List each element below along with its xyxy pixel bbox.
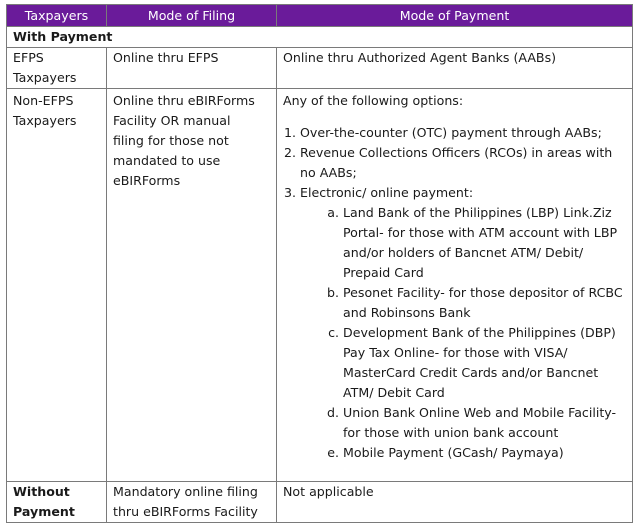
list-item [300,143,626,183]
filing-cell-efps: Online thru EFPS [107,48,277,89]
list-item [343,283,626,323]
electronic-option-text: Mobile Payment (GCash/ Paymaya) [343,445,564,460]
list-item [343,203,626,283]
payment-cell-without-payment: Not applicable [277,482,633,523]
list-item [343,323,626,403]
electronic-option-text: Land Bank of the Philippines (LBP) Link.Ziz Portal- for those with ATM account with LBP and/or holders of Bancnet ATM/ Debit/ Prepaid Card [343,205,618,280]
payment-options-list [283,123,626,463]
section-with-payment: With Payment [7,27,633,48]
filing-payment-table [6,4,633,523]
taxpayer-cell-non-efps [7,89,107,482]
payment-cell-non-efps [277,89,633,482]
taxpayer-cell-without-payment [7,482,107,523]
taxpayer-cell-efps [7,48,107,89]
option-text: Over-the-counter (OTC) payment through AABs; [300,125,602,140]
table-header [7,5,633,27]
payment-cell-efps: Online thru Authorized Agent Banks (AABs) [277,48,633,89]
option-text: Electronic/ online payment: [300,185,474,200]
header-mode-of-payment: Mode of Payment [277,5,633,27]
electronic-option-text: Union Bank Online Web and Mobile Facility- for those with union bank account [343,405,617,440]
header-mode-of-filing: Mode of Filing [107,5,277,27]
table-row-efps [7,48,633,89]
filing-cell-non-efps [107,89,277,482]
table-row-non-efps [7,89,633,482]
option-text: Revenue Collections Officers (RCOs) in areas with no AABs; [300,145,613,180]
list-item [343,443,626,463]
filing-line: mandated to use [113,153,221,168]
taxpayer-line: EFPS [13,50,44,65]
taxpayer-line: Non-EFPS [13,93,74,108]
payment-intro: Any of the following options: [283,93,464,108]
without-payment-line: Payment [13,504,75,519]
filing-line: eBIRForms [113,173,181,188]
filing-line: filing for those not [113,133,229,148]
header-taxpayers: Taxpayers [7,5,107,27]
table-row-without-payment [7,482,633,523]
list-item [300,123,626,143]
filing-cell-without-payment [107,482,277,523]
taxpayer-line: Taxpayers [13,113,77,128]
filing-line: thru eBIRForms Facility [113,504,258,519]
electronic-options-list [300,203,626,463]
without-payment-line: Without [13,484,70,499]
spacer [283,111,626,123]
electronic-option-text: Pesonet Facility- for those depositor of RCBC and Robinsons Bank [343,285,623,320]
filing-line: Facility OR manual [113,113,231,128]
list-item [300,183,626,463]
filing-line: Online thru eBIRForms [113,93,255,108]
taxpayer-line: Taxpayers [13,70,77,85]
list-item [343,403,626,443]
filing-line: Mandatory online filing [113,484,258,499]
electronic-option-text: Development Bank of the Philippines (DBP) Pay Tax Online- for those with VISA/ MasterCard Credit Cards and/or Bancnet ATM/ Debit Card [343,325,616,400]
section-row-with-payment [7,27,633,48]
